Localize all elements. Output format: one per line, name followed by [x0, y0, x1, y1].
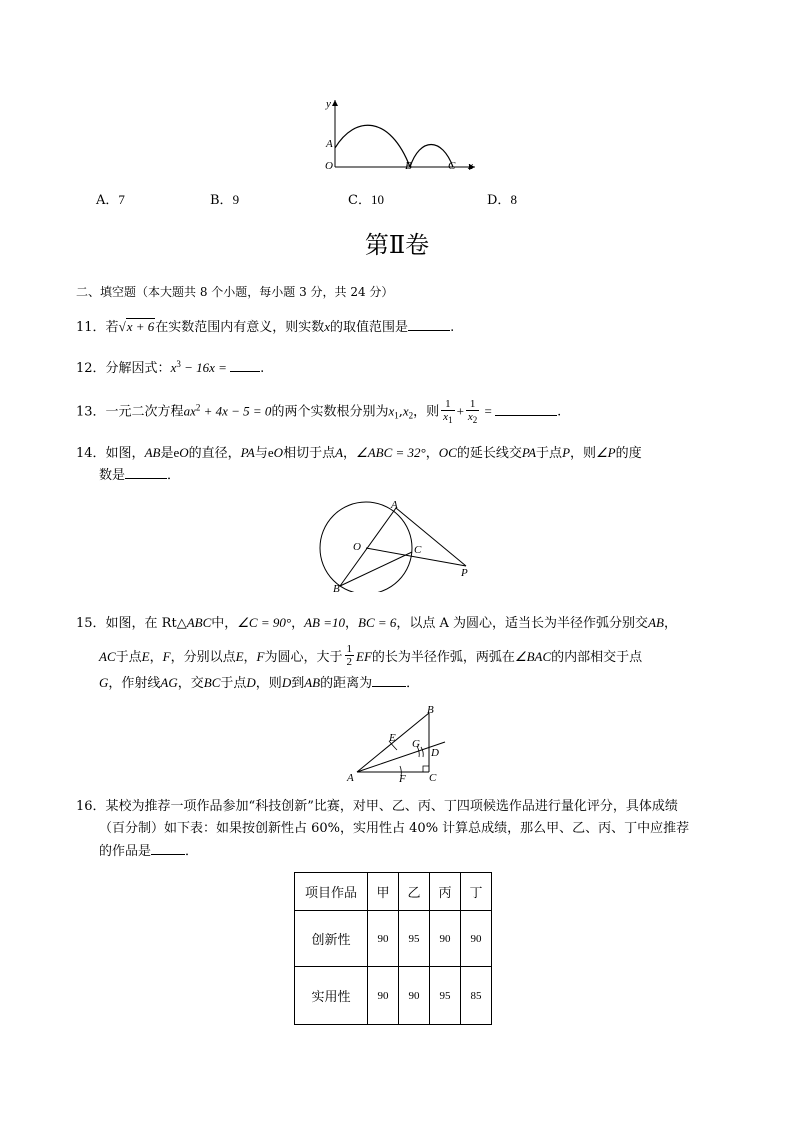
section-heading: 二、填空题（本大题共 8 个小题，每小题 3 分，共 24 分）	[76, 285, 394, 299]
table-header-cell: 项目作品	[295, 873, 368, 911]
question-16-line2: （百分制）如下表：如果按创新性占 60%，实用性占 40% 计算总成绩，那么甲、乙、丙、丁中应推荐	[99, 821, 690, 836]
fig15-label-A: A	[347, 772, 354, 784]
option-b: B．9	[210, 192, 240, 208]
question-16: 16．某校为推荐一项作品参加“科技创新”比赛，对甲、乙、丙、丁四项候选作品进行量化评分，具体成绩	[76, 799, 678, 814]
question-11: 11．若√x + 6在实数范围内有意义，则实数x的取值范围是 .	[76, 319, 455, 335]
fig14-label-B: B	[333, 583, 340, 592]
graph-label-x: x	[468, 160, 473, 172]
question-15-line3: G，作射线AG，交BC于点D，则D到AB的距离为 ．	[99, 675, 420, 691]
table-cell: 90	[399, 967, 430, 1025]
graph-label-O: O	[325, 160, 333, 172]
fig15-label-G: G	[412, 738, 420, 750]
fig15-label-E: E	[389, 732, 396, 744]
option-a: A．7	[96, 192, 125, 208]
fig15-label-F: F	[399, 773, 406, 785]
table-header-row	[295, 873, 492, 911]
graph-label-B: B	[405, 160, 412, 172]
table-cell: 95	[430, 967, 461, 1025]
score-table	[294, 872, 492, 1025]
table-cell: 95	[399, 911, 430, 967]
fig14-label-O: O	[353, 541, 361, 553]
table-row	[295, 967, 492, 1025]
table-cell: 90	[461, 911, 492, 967]
table-header-cell: 乙	[399, 873, 430, 911]
fraction-1-over-x1: $\frac{1}{x_1}$	[443, 398, 453, 425]
table-header-cell: 丁	[461, 873, 492, 911]
figure-14-circle	[318, 498, 478, 592]
option-d: D．8	[487, 192, 517, 208]
table-header-cell: 丙	[430, 873, 461, 911]
question-12: 12．分解因式：$x^3 - 16x$ = .	[76, 359, 265, 376]
table-header-cell: 甲	[368, 873, 399, 911]
question-15: 15．如图，在 Rt△ABC中，∠C = 90°，AB =10，BC = 6，以点 A 为圆心，适当长为半径作弧分别交AB，	[76, 615, 677, 631]
fig15-label-B: B	[427, 705, 434, 716]
graph-label-A: A	[326, 138, 333, 150]
part-title: 第Ⅱ卷	[364, 231, 430, 259]
question-14-line2: 数是 ．	[99, 468, 181, 483]
fig15-label-D: D	[431, 747, 439, 759]
fraction-one-half: $\frac{1}{2}$	[346, 643, 353, 668]
question-14: 14．如图，AB是eO的直径，PA与eO相切于点A，∠ABC = 32°，OC的延长线交PA于点P，则∠P的度	[76, 445, 642, 461]
question-15-line2: AC于点E，F，分别以点E，F为圆心，大于 $\frac{1}{2}$ EF的长为半径作弧，两弧在∠BAC的内部相交于点	[99, 643, 643, 668]
table-row-label: 实用性	[295, 967, 368, 1025]
question-16-line3: 的作品是 ．	[99, 844, 199, 859]
table-cell: 90	[368, 967, 399, 1025]
table-cell: 90	[430, 911, 461, 967]
table-row-label: 创新性	[295, 911, 368, 967]
option-c: C．10	[348, 192, 384, 208]
table-row	[295, 911, 492, 967]
fig14-label-P: P	[461, 567, 468, 579]
table-cell: 85	[461, 967, 492, 1025]
fig14-label-A: A	[391, 499, 398, 511]
fraction-1-over-x2: $\frac{1}{x_2}$	[467, 398, 478, 425]
fig15-label-C: C	[429, 772, 437, 784]
fig14-label-C: C	[414, 544, 422, 556]
function-graph	[310, 95, 485, 180]
graph-label-y: y	[326, 98, 331, 110]
table-cell: 90	[368, 911, 399, 967]
question-13: 13．一元二次方程$ax^2 + 4x - 5 = 0$的两个实数根分别为$x_1,x_2$，则 $\frac{1}{x_1}$ + $\frac{1}{x_2}$ = .	[76, 398, 562, 425]
figure-15-triangle	[345, 705, 455, 785]
graph-label-C: C	[448, 160, 456, 172]
